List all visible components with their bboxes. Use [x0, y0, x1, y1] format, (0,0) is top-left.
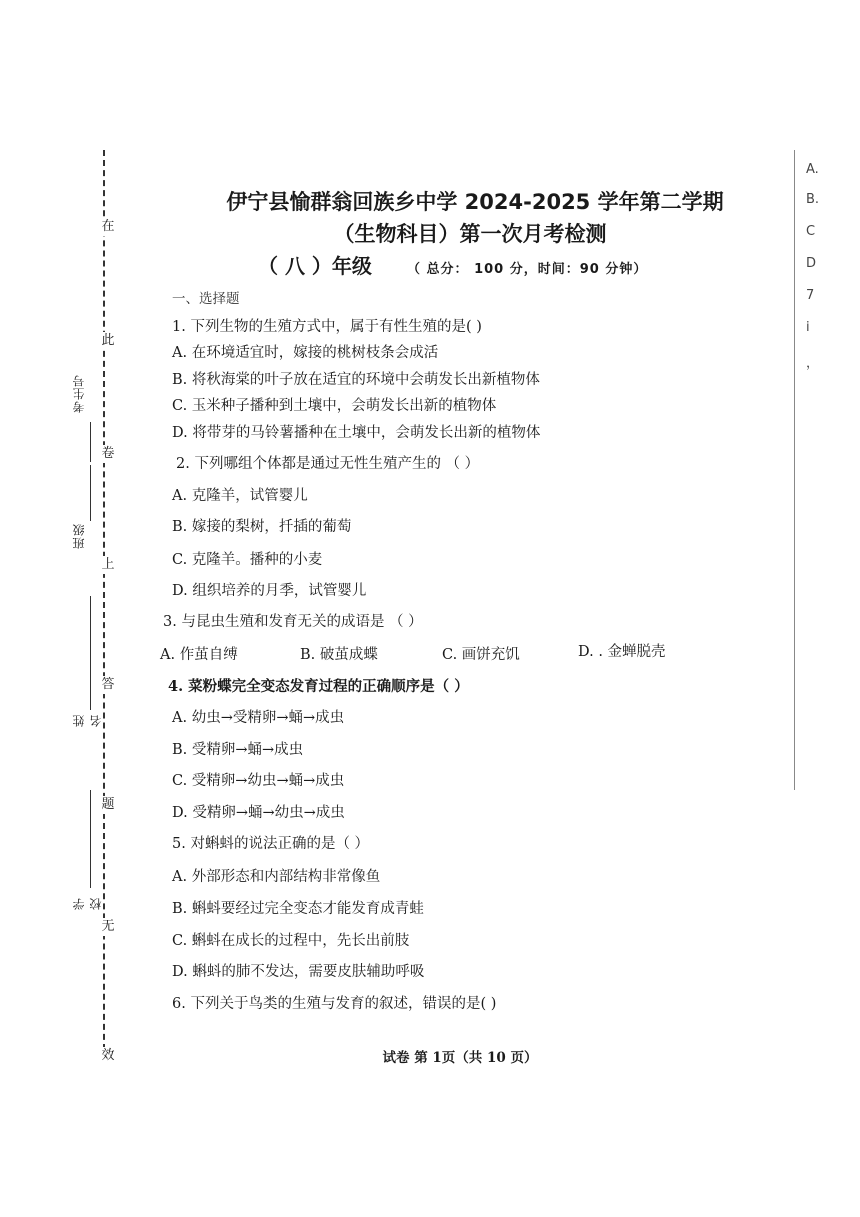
right-strip-char: ，: [806, 356, 820, 371]
question-1-stem: 1. 下列生物的生殖方式中，属于有性生殖的是( ): [172, 319, 482, 335]
question-3-option-b: B. 破茧成蝶: [300, 647, 378, 663]
grade-line: [258, 250, 647, 279]
seal-char-2: 此: [98, 332, 118, 350]
seal-char-4: 上: [98, 556, 118, 574]
question-3-option-c: C. 画饼充饥: [442, 647, 520, 663]
right-strip-char: B.: [806, 192, 820, 207]
right-strip-char: D: [806, 256, 817, 271]
question-5-stem: 5. 对蝌蚪的说法正确的是（ ）: [172, 836, 370, 852]
field-class: [70, 465, 110, 585]
question-1-option-c: C. 玉米种子播种到土壤中，会萌发长出新的植物体: [172, 398, 497, 414]
right-strip-char: i: [806, 320, 810, 335]
question-4-option-b: B. 受精卵→蛹→成虫: [172, 742, 304, 758]
question-3-stem: 3. 与昆虫生殖和发育无关的成语是 （ ）: [163, 614, 423, 630]
question-5-option-b: B. 蝌蚪要经过完全变态才能发育成青蛙: [172, 901, 424, 917]
field-exam-number-label: 考生号: [72, 374, 86, 413]
question-3-option-d: D. . 金蝉脱壳: [578, 644, 666, 660]
question-4-option-c: C. 受精卵→幼虫→蛹→成虫: [172, 773, 345, 789]
field-name-line: [90, 596, 91, 710]
question-2-option-c: C. 克隆羊。播种的小麦: [172, 552, 323, 568]
field-name: [70, 596, 110, 727]
seal-char-6: 题: [98, 796, 118, 814]
right-strip-char: 7: [806, 288, 815, 303]
question-1-option-a: A. 在环境适宜时，嫁接的桃树枝条会成活: [172, 345, 439, 361]
right-strip-char: A.: [806, 162, 819, 177]
question-2-option-a: A. 克隆羊，试管婴儿: [172, 488, 308, 504]
page-footer: 试卷 第 1页（共 10 页）: [382, 1050, 538, 1066]
question-1-option-b: B. 将秋海棠的叶子放在适宜的环境中会萌发长出新植物体: [172, 372, 540, 388]
exam-subtitle: （生物科目）第一次月考检测: [333, 222, 607, 246]
question-4-option-a: A. 幼虫→受精卵→蛹→成虫: [172, 710, 345, 726]
question-2-stem: 2. 下列哪组个体都是通过无性生殖产生的 （ ）: [176, 456, 480, 472]
question-5-option-d: D. 蝌蚪的肺不发达，需要皮肤辅助呼吸: [172, 964, 425, 980]
right-strip-char: C: [806, 224, 816, 239]
field-school: [70, 790, 110, 910]
seal-char-3: 卷: [98, 445, 118, 463]
question-1-option-d: D. 将带芽的马铃薯播种在土壤中，会萌发长出新的植物体: [172, 425, 541, 441]
field-exam-number: [70, 340, 110, 460]
question-5-option-a: A. 外部形态和内部结构非常像鱼: [172, 869, 381, 885]
section-heading: 一、选择题: [172, 291, 240, 307]
question-6-stem: 6. 下列关于鸟类的生殖与发育的叙述，错误的是( ): [172, 996, 497, 1012]
question-3-option-a: A. 作茧自缚: [160, 647, 238, 663]
question-4-option-d: D. 受精卵→蛹→幼虫→成虫: [172, 805, 345, 821]
field-class-line: [90, 465, 91, 521]
field-class-label: 班级: [72, 523, 86, 549]
field-school-label: 学校: [72, 897, 103, 910]
seal-char-7: 无: [98, 918, 118, 936]
seal-char-5: 答: [98, 676, 118, 694]
field-name-label: 姓名: [72, 714, 103, 727]
seal-char-1: 在: [98, 218, 118, 236]
question-2-option-b: B. 嫁接的梨树，扦插的葡萄: [172, 519, 352, 535]
field-school-line: [90, 790, 91, 888]
question-5-option-c: C. 蝌蚪在成长的过程中，先长出前肢: [172, 933, 410, 949]
field-exam-number-line: [90, 422, 91, 462]
question-4-stem: 4. 菜粉蝶完全变态发育过程的正确顺序是（ ）: [168, 678, 469, 695]
score-time-info: （ 总分： 100 分，时间：90 分钟）: [407, 262, 648, 277]
grade-label: （ 八 ）年级: [258, 254, 372, 278]
question-2-option-d: D. 组织培养的月季，试管婴儿: [172, 583, 367, 599]
seal-char-8: 效: [98, 1047, 118, 1065]
exam-title: 伊宁县愉群翁回族乡中学 2024-2025 学年第二学期: [226, 190, 724, 214]
